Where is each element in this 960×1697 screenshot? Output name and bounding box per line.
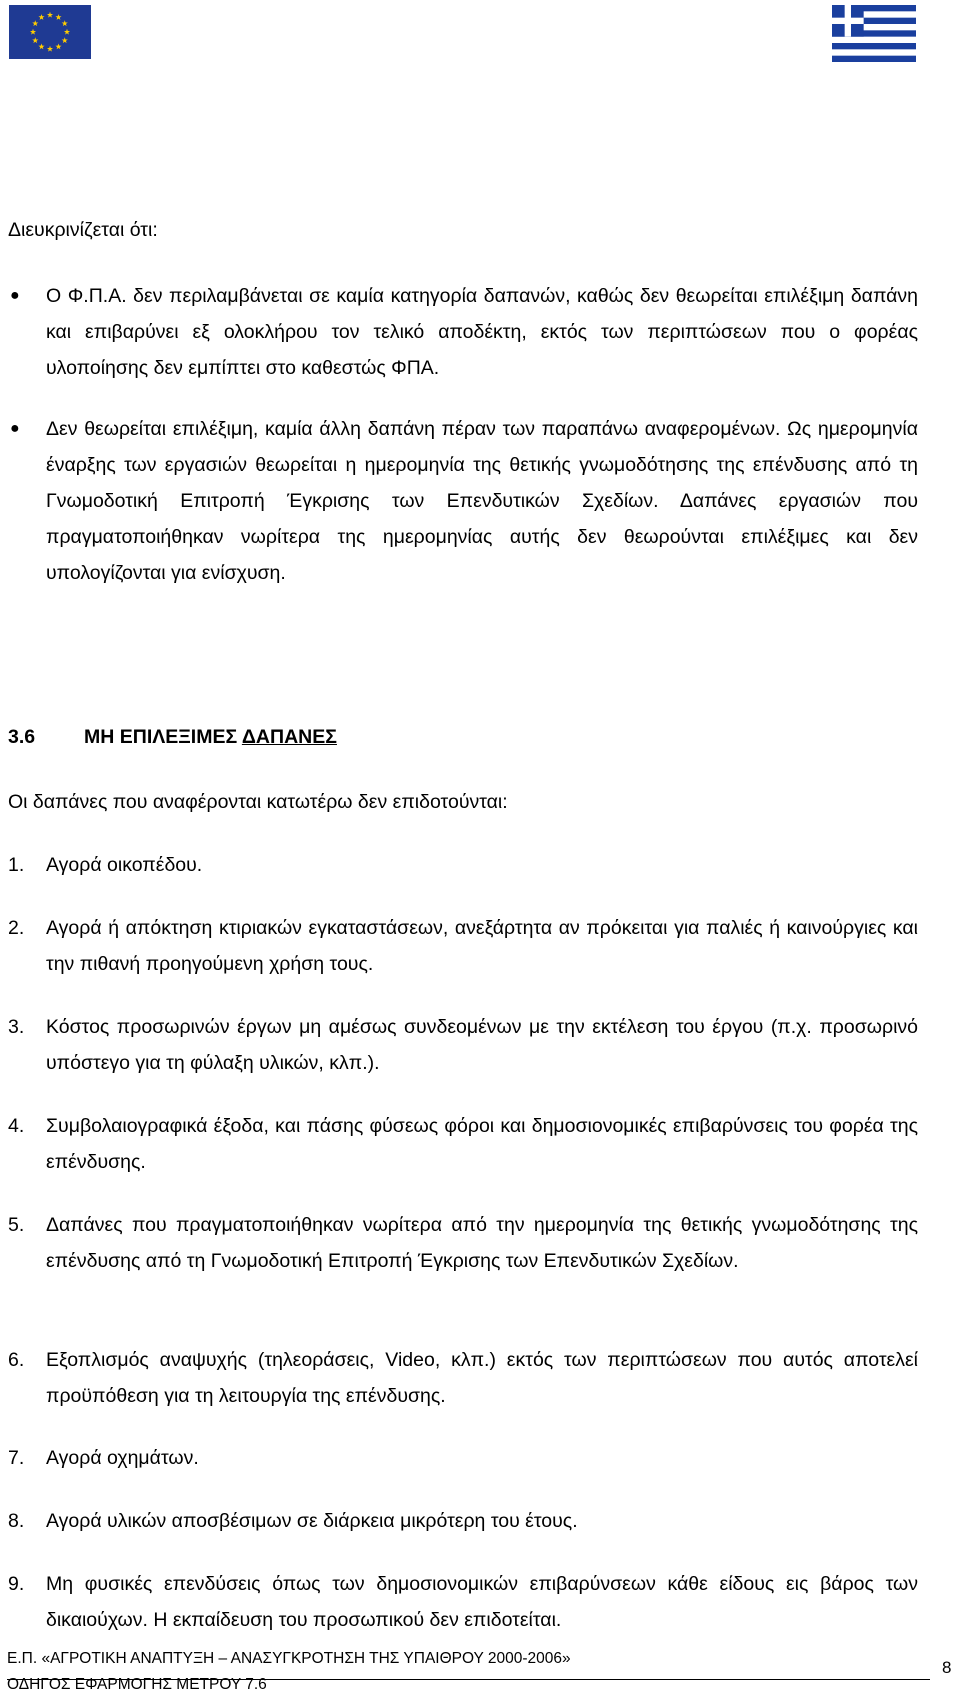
- item-number: 5.: [8, 1214, 25, 1236]
- section-heading: [8, 719, 337, 755]
- section-title: ΜΗ ΕΠΙΛΕΞΙΜΕΣ: [84, 726, 242, 748]
- item-text: Αγορά ή απόκτηση κτιριακών εγκαταστάσεων, ανεξάρτητα αν πρόκειται για παλιές ή καινούργιες και την πιθανή προηγούμενη χρήση τους.: [46, 917, 918, 975]
- item-number: 9.: [8, 1573, 25, 1595]
- item-text: Αγορά οχημάτων.: [46, 1447, 199, 1469]
- page-number: 8: [942, 1658, 952, 1677]
- item-text: Δαπάνες που πραγματοποιήθηκαν νωρίτερα από την ημερομηνία της θετικής γνωμοδότησης της επένδυσης από τη Γνωμοδοτική Επιτροπή Έγκρισης των Επενδυτικών Σχεδίων.: [46, 1214, 918, 1272]
- item-number: 2.: [8, 917, 25, 939]
- bullet-item: Δεν θεωρείται επιλέξιμη, καμία άλλη δαπάνη πέραν των παραπάνω αναφερομένων. Ως ημερομηνία έναρξης των εργασιών θεωρείται η ημερομηνία της θετικής γνωμοδότησης της επένδυσης από τη Γνωμοδοτική Επιτροπή Έγκρισης των Επενδυτικών Σχεδίων. Δαπάνες εργασιών που πραγματοποιήθηκαν νωρίτερα της ημερομηνίας αυτής δεν θεωρούνται επιλέξιμες και δεν υπολογίζονται για ενίσχυση.: [46, 418, 918, 584]
- item-text: Εξοπλισμός αναψυχής (τηλεοράσεις, Video, κλπ.) εκτός των περιπτώσεων που αυτός αποτελεί προϋπόθεση για τη λειτουργία της επένδυσης.: [46, 1349, 918, 1407]
- item-number: 4.: [8, 1115, 25, 1137]
- footer-guide-title: ΟΔΗΓΟΣ ΕΦΑΡΜΟΓΗΣ ΜΕΤΡΟΥ 7.6: [7, 1676, 267, 1693]
- item-text: Αγορά οικοπέδου.: [46, 854, 203, 876]
- item-text: Αγορά υλικών αποσβέσιμων σε διάρκεια μικρότερη του έτους.: [46, 1510, 578, 1532]
- item-text: Συμβολαιογραφικά έξοδα, και πάσης φύσεως φόροι και δημοσιονομικές επιβαρύνσεις του φορέα της επένδυσης.: [46, 1115, 918, 1173]
- item-number: 6.: [8, 1349, 25, 1371]
- section-lead: Οι δαπάνες που αναφέρονται κατωτέρω δεν επιδοτούνται:: [8, 791, 508, 813]
- item-number: 1.: [8, 854, 25, 876]
- bullet-icon: ●: [10, 420, 20, 437]
- item-text: Μη φυσικές επενδύσεις όπως των δημοσιονομικών επιβαρύνσεων κάθε είδους εις βάρος των δικαιούχων. Η εκπαίδευση του προσωπικού δεν επιδοτείται.: [46, 1573, 918, 1631]
- item-number: 7.: [8, 1447, 25, 1469]
- item-number: 3.: [8, 1016, 25, 1038]
- item-text: Κόστος προσωρινών έργων μη αμέσως συνδεομένων με την εκτέλεση του έργου (π.χ. προσωρινό υπόστεγο για τη φύλαξη υλικών, κλπ.).: [46, 1016, 918, 1074]
- bullet-item: Ο Φ.Π.Α. δεν περιλαμβάνεται σε καμία κατηγορία δαπανών, καθώς δεν θεωρείται επιλέξιμη δαπάνη και επιβαρύνει εξ ολοκλήρου τον τελικό αποδέκτη, εκτός των περιπτώσεων που ο φορέας υλοποίησης δεν εμπίπτει στο καθεστώς ΦΠΑ.: [46, 285, 918, 379]
- bullet-icon: ●: [10, 287, 20, 304]
- greek-flag-icon: [832, 5, 916, 62]
- section-number: 3.6: [8, 726, 36, 748]
- footer-program-title: Ε.Π. «ΑΓΡΟΤΙΚΗ ΑΝΑΠΤΥΞΗ – ΑΝΑΣΥΓΚΡΟΤΗΣΗ ΤΗΣ ΥΠΑΙΘΡΟΥ 2000-2006»: [7, 1650, 571, 1667]
- intro-text: Διευκρινίζεται ότι:: [8, 219, 158, 241]
- item-number: 8.: [8, 1510, 25, 1532]
- section-title-underlined: ΔΑΠΑΝΕΣ: [241, 726, 337, 748]
- eu-flag-icon: [9, 5, 91, 59]
